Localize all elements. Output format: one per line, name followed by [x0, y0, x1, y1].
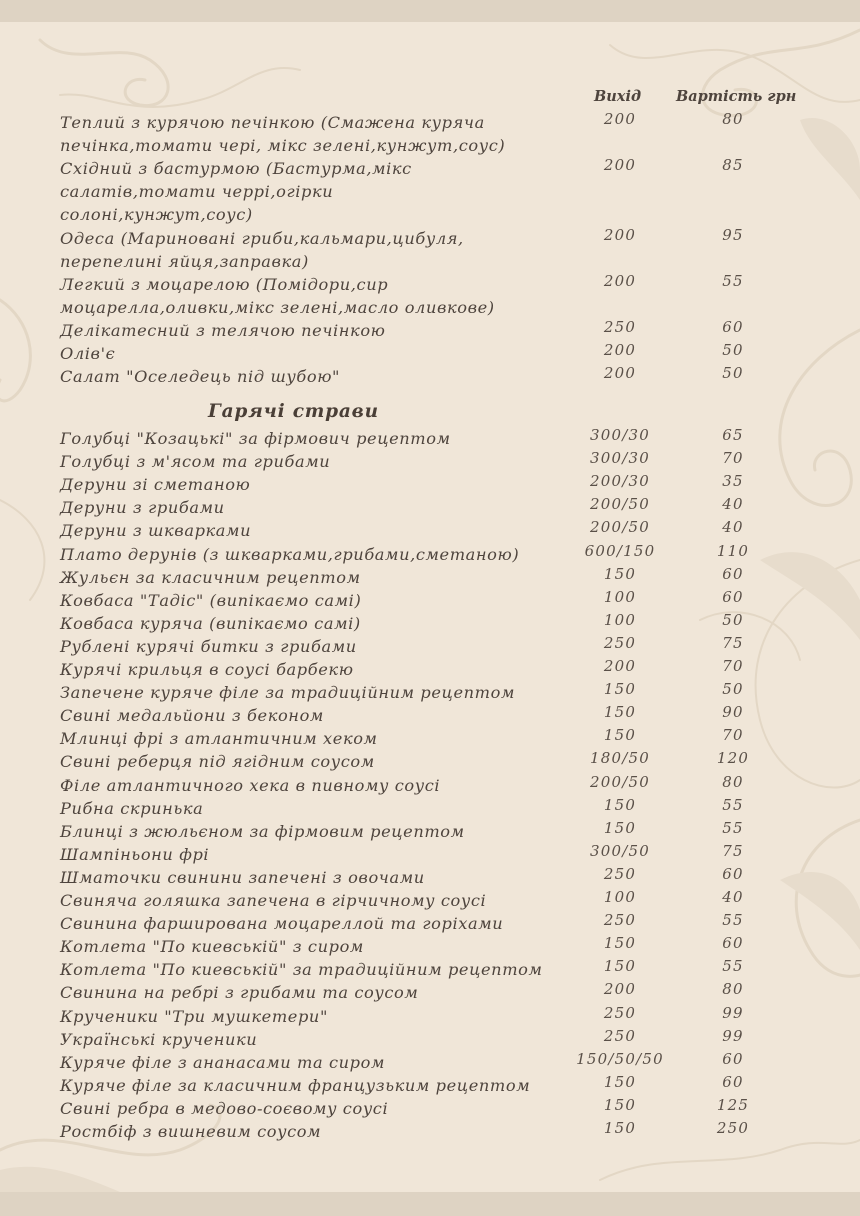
- menu-item-output: 100: [603, 587, 637, 606]
- menu-item: [0, 981, 860, 1004]
- menu-item-name-line: Теплий з курячою печінкою (Смажена куряча: [60, 113, 485, 132]
- menu-item-name-line: Салат "Оселедець під шубою": [60, 367, 341, 386]
- menu-item-name: Куряче філе з ананасами та сиром: [60, 1052, 385, 1072]
- menu-item-name: Крученики "Три мушкетери": [60, 1006, 328, 1026]
- menu-item-name: Жульєн за класичним рецептом: [60, 567, 361, 587]
- menu-item-output: 100: [603, 888, 637, 906]
- menu-item-name: [60, 319, 570, 342]
- menu-item-price: 60: [722, 934, 744, 953]
- menu-item-name: Рибна скринька: [60, 798, 204, 818]
- menu-item-name: Куряче філе за класичним французьким рецептом: [60, 1075, 531, 1095]
- menu-item-price: 40: [722, 518, 744, 537]
- menu-item: [0, 727, 860, 750]
- menu-item: [0, 774, 860, 797]
- menu-item: [0, 342, 860, 365]
- menu-item-name: Запечене куряче філе за традиційним рецептом: [60, 683, 515, 703]
- menu-item-name-line: салатів,томати черрі,огірки: [60, 182, 334, 201]
- hot-dishes-section-title: Гарячі страви: [208, 401, 379, 422]
- menu-item: [0, 750, 860, 773]
- menu-item-output: 200: [603, 226, 637, 244]
- menu-item-price: 75: [722, 841, 744, 860]
- menu-item-price: 250: [716, 1119, 750, 1137]
- menu-item-price: 60: [722, 587, 744, 606]
- menu-item-name-line: солоні,кунжут,соус): [60, 205, 253, 224]
- menu-item: [0, 496, 860, 519]
- menu-item: [0, 612, 860, 635]
- menu-item: [0, 797, 860, 820]
- menu-item-price: 60: [722, 864, 744, 883]
- menu-item-price: 110: [716, 541, 750, 560]
- menu-item-price: 35: [722, 472, 744, 491]
- menu-item: [0, 1120, 860, 1143]
- menu-item-name: Деруни з грибами: [60, 498, 225, 518]
- menu-item: [0, 226, 860, 271]
- menu-item: [0, 820, 860, 843]
- menu-item: [0, 935, 860, 958]
- menu-item: [0, 156, 860, 224]
- menu-item: [0, 1005, 860, 1028]
- output-column-header: Вихід: [594, 88, 642, 105]
- menu-item-name-line: перепелині яйця,заправка): [60, 252, 309, 271]
- menu-item: [0, 1097, 860, 1120]
- menu-item: [0, 958, 860, 981]
- menu-item-price: 90: [722, 703, 744, 722]
- menu-item-price: 125: [716, 1095, 750, 1114]
- menu-item-output: 200/30: [590, 472, 650, 491]
- menu-item-price: 50: [722, 680, 744, 699]
- menu-item-output: 150: [603, 934, 637, 953]
- menu-item: [0, 589, 860, 612]
- menu-item-name: [60, 157, 570, 226]
- menu-item: [0, 889, 860, 912]
- menu-item-price: 80: [722, 772, 744, 791]
- menu-item-output: 200: [603, 110, 637, 128]
- menu-item-name: Блинці з жюльєном за фірмовим рецептом: [60, 821, 465, 841]
- menu-item: [0, 912, 860, 935]
- menu-item-price: 55: [722, 818, 744, 837]
- menu-item-name: [60, 273, 570, 319]
- menu-item: [0, 319, 860, 342]
- menu-item: [0, 272, 860, 317]
- menu-item-output: 300/30: [590, 449, 650, 468]
- menu-item-output: 150: [603, 1072, 637, 1091]
- menu-item: [0, 365, 860, 388]
- menu-item-price: 120: [716, 749, 750, 768]
- menu-item-name: Голубці "Козацькі" за фірмович рецептом: [60, 429, 451, 448]
- menu-item-output: 150: [603, 818, 637, 837]
- menu-item-price: 60: [722, 564, 744, 583]
- menu-item-output: 150: [603, 957, 637, 976]
- menu-item-name: [60, 365, 570, 388]
- menu-item-name-line: Східний з бастурмою (Бастурма,мікс: [60, 159, 412, 178]
- menu-item-price: 70: [722, 726, 744, 745]
- menu-item-name: Ковбаса "Тадіс" (випікаємо самі): [60, 590, 362, 610]
- menu-item: [0, 519, 860, 542]
- menu-item-name: Ковбаса куряча (випікаємо самі): [60, 613, 361, 633]
- menu-item-price: 60: [722, 318, 744, 336]
- menu-item-name-line: Делікатесний з телячою печінкою: [60, 321, 386, 340]
- menu-item-price: 65: [722, 426, 744, 444]
- menu-item: [0, 543, 860, 566]
- menu-item-price: 40: [722, 888, 744, 906]
- menu-item-name: Філе атлантичного хека в пивному соусі: [60, 775, 441, 795]
- menu-item-name: [60, 342, 570, 365]
- menu-item-name-line: моцарелла,оливки,мікс зелені,масло оливкове): [60, 298, 495, 317]
- menu-item: [0, 566, 860, 589]
- menu-item-output: 200: [603, 364, 637, 382]
- menu-item-name: Свині медальйони з беконом: [60, 706, 324, 726]
- menu-item-output: 180/50: [590, 749, 650, 768]
- menu-item-output: 150: [603, 795, 637, 814]
- menu-item: [0, 450, 860, 473]
- menu-item: [0, 704, 860, 727]
- menu-item-price: 55: [722, 911, 744, 930]
- menu-item-output: 150: [603, 1119, 637, 1137]
- menu-item-output: 200: [603, 156, 637, 174]
- menu-item-name: Млинці фрі з атлантичним хеком: [60, 729, 378, 749]
- menu-item-price: 80: [722, 110, 744, 128]
- menu-item-name: Свиняча голяшка запечена в гірчичному соусі: [60, 891, 487, 910]
- menu-item-output: 250: [603, 1026, 637, 1045]
- menu-item-name: Курячі крильця в соусі барбекю: [60, 660, 354, 679]
- menu-item-output: 200: [603, 657, 637, 675]
- menu-item-name: Свинина фарширована моцареллой та горіхами: [60, 914, 504, 934]
- bottom-border-band: [0, 1192, 860, 1216]
- menu-item-name: Деруни з шкварками: [60, 521, 252, 541]
- menu-item-price: 80: [722, 980, 744, 999]
- menu-item-name: Шматочки свинини запечені з овочами: [60, 867, 425, 887]
- menu-item: [0, 110, 860, 155]
- menu-item-price: 55: [722, 957, 744, 976]
- menu-item: [0, 1051, 860, 1074]
- menu-item-name: Деруни зі сметаною: [60, 475, 251, 495]
- menu-item-name: Свині реберця під ягідним соусом: [60, 752, 375, 772]
- menu-item: [0, 658, 860, 681]
- menu-item-price: 55: [722, 795, 744, 814]
- menu-item-price: 40: [722, 495, 744, 514]
- menu-item: [0, 635, 860, 658]
- menu-item: [0, 866, 860, 889]
- menu-item-price: 70: [722, 657, 744, 675]
- menu-item-price: 95: [722, 226, 744, 244]
- menu-item-output: 150: [603, 1095, 637, 1114]
- menu-item: [0, 681, 860, 704]
- menu-item-output: 300/30: [590, 426, 650, 444]
- menu-item: [0, 427, 860, 450]
- menu-item-name: Котлета "По киевській" з сиром: [60, 937, 364, 957]
- menu-item-output: 600/150: [584, 541, 656, 560]
- menu-item: [0, 843, 860, 866]
- menu-item-name: Свинина на ребрі з грибами та соусом: [60, 983, 419, 1003]
- menu-item-output: 300/50: [590, 841, 650, 860]
- menu-item-name-line: печінка,томати чері, мікс зелені,кунжут,соус): [60, 136, 506, 155]
- menu-item-output: 150: [603, 564, 637, 583]
- menu-item-price: 50: [722, 341, 744, 359]
- menu-item-output: 150: [603, 680, 637, 699]
- menu-item: [0, 1028, 860, 1051]
- menu-item-name: Свині ребра в медово-соєвому соусі: [60, 1098, 389, 1118]
- price-column-header: Вартість грн: [676, 88, 797, 105]
- menu-item-price: 99: [722, 1026, 744, 1045]
- menu-item-price: 85: [722, 156, 744, 174]
- menu-item-output: 200: [603, 980, 637, 999]
- menu-item-name: [60, 227, 570, 273]
- menu-item-name: [60, 111, 570, 157]
- menu-item-name-line: Легкий з моцарелою (Помідори,сир: [60, 275, 389, 294]
- menu-item-output: 250: [603, 318, 637, 336]
- menu-item-price: 99: [722, 1003, 744, 1022]
- menu-item-name-line: Олів'є: [60, 344, 116, 363]
- menu-item-name: Ростбіф з вишневим соусом: [60, 1122, 322, 1141]
- menu-item-output: 250: [603, 1003, 637, 1022]
- menu-item-name: Шампіньони фрі: [60, 844, 210, 864]
- menu-item-price: 50: [722, 610, 744, 629]
- menu-item-name-line: Одеса (Мариновані гриби,кальмари,цибуля,: [60, 229, 464, 248]
- menu-item-name: Котлета "По киевській" за традиційним рецептом: [60, 960, 543, 980]
- menu-item-name: Голубці з м'ясом та грибами: [60, 452, 331, 472]
- menu-item-price: 75: [722, 633, 744, 652]
- menu-item-output: 250: [603, 633, 637, 652]
- menu-item-output: 200/50: [590, 518, 650, 537]
- menu-item-price: 50: [722, 364, 744, 382]
- menu-item-output: 250: [603, 864, 637, 883]
- menu-item-output: 250: [603, 911, 637, 930]
- menu-item-output: 150: [603, 726, 637, 745]
- menu-item-name: Рублені курячі битки з грибами: [60, 636, 357, 656]
- menu-item-output: 200: [603, 341, 637, 359]
- menu-item-price: 70: [722, 449, 744, 468]
- menu-item-output: 150/50/50: [576, 1049, 664, 1068]
- menu-item-name: Плато дерунів (з шкварками,грибами,сметаною): [60, 544, 520, 564]
- menu-item-name: Українські крученики: [60, 1029, 258, 1049]
- menu-item: [0, 1074, 860, 1097]
- menu-item-price: 55: [722, 272, 744, 290]
- menu-item-output: 200/50: [590, 495, 650, 514]
- menu-item-price: 60: [722, 1049, 744, 1068]
- menu-item-output: 150: [603, 703, 637, 722]
- menu-item-price: 60: [722, 1072, 744, 1091]
- menu-item-output: 200/50: [590, 772, 650, 791]
- menu-item-output: 100: [603, 610, 637, 629]
- menu-item-output: 200: [603, 272, 637, 290]
- menu-item: [0, 473, 860, 496]
